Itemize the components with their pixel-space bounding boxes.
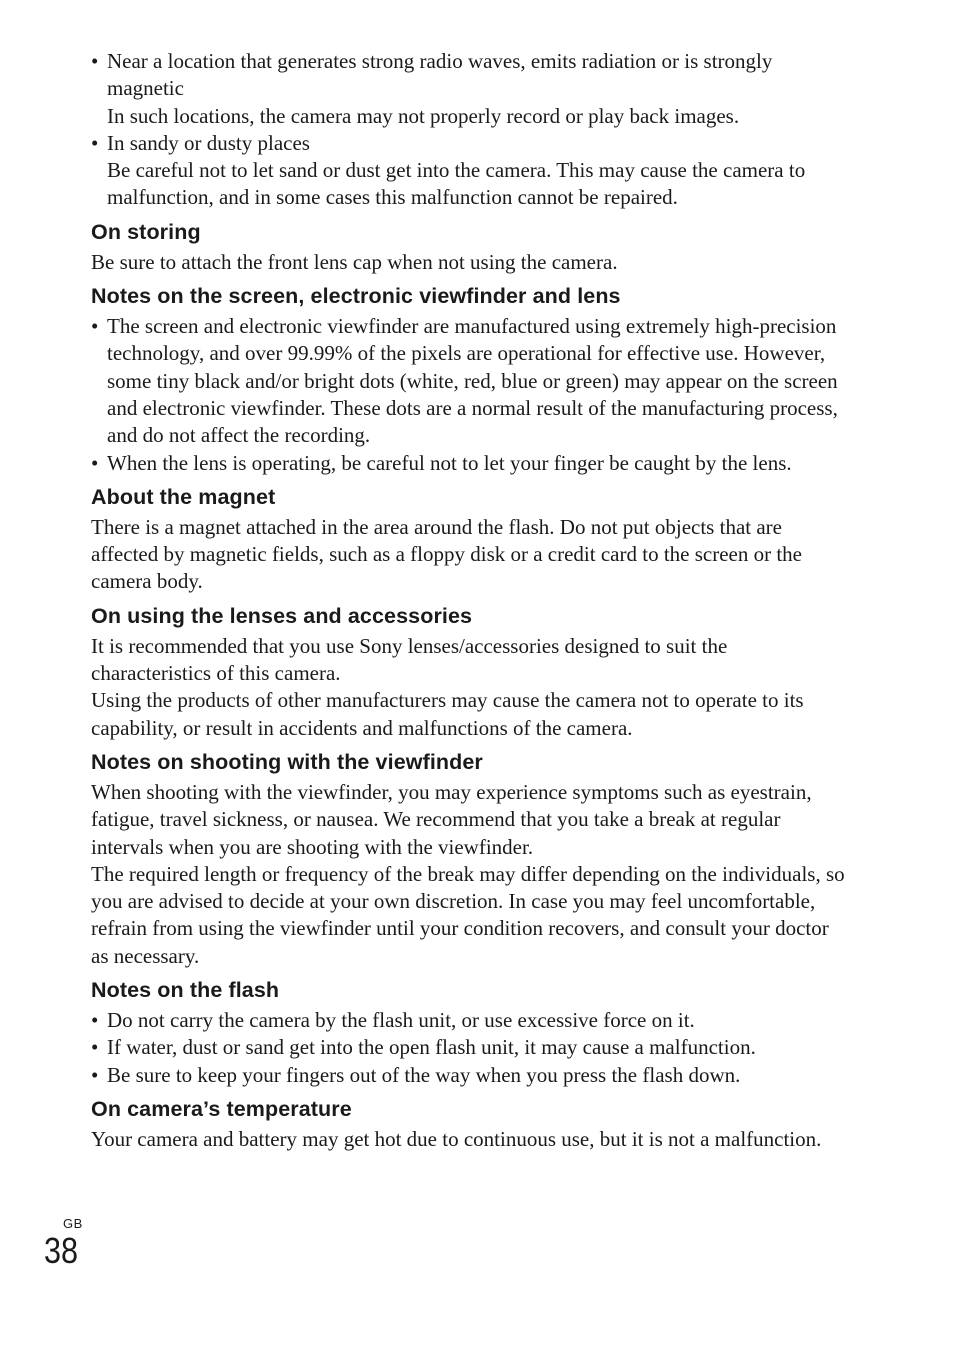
bullet-icon: • xyxy=(91,49,99,73)
list-item xyxy=(91,48,851,130)
section-heading: Notes on the flash xyxy=(91,978,280,1003)
bullet-text: When the lens is operating, be careful not to let your finger be caught by the lens. xyxy=(107,450,792,475)
page-number: 38 xyxy=(44,1230,79,1271)
bullet-list xyxy=(91,313,851,477)
bullet-list xyxy=(91,1007,851,1089)
bullet-text: Near a location that generates strong radio waves, emits radiation or is strongly magnetic xyxy=(107,49,773,101)
bullet-icon: • xyxy=(91,1008,99,1033)
section-flash xyxy=(91,977,851,1089)
section-heading: About the magnet xyxy=(91,484,276,509)
bullet-icon: • xyxy=(91,130,99,155)
section-lenses xyxy=(91,603,851,742)
section-on-storing xyxy=(91,219,851,276)
section-text: The required length or frequency of the break may differ depending on the individuals, so you are advised to decide at your own discretion. In case you may feel uncomfortable, refrain from using the viewfinder until your condition recovers, and consult your doctor as necessary. xyxy=(91,861,845,968)
bullet-text: In sandy or dusty places xyxy=(107,130,310,155)
section-heading: On camera’s temperature xyxy=(91,1096,352,1121)
section-text: Your camera and battery may get hot due to continuous use, but it is not a malfunction. xyxy=(91,1126,822,1151)
list-item xyxy=(91,1034,851,1061)
bullet-text: Do not carry the camera by the flash unit, or use excessive force on it. xyxy=(107,1008,695,1033)
bullet-icon: • xyxy=(91,1062,99,1087)
section-text: Be sure to attach the front lens cap when not using the camera. xyxy=(91,249,618,274)
section-heading: On using the lenses and accessories xyxy=(91,603,473,628)
section-text: It is recommended that you use Sony lenses/accessories designed to suit the characteristics of this camera. xyxy=(91,633,728,686)
bullet-icon: • xyxy=(91,450,99,475)
intro-bullet-list xyxy=(91,48,851,212)
section-screen-notes xyxy=(91,283,851,477)
list-item xyxy=(91,1062,851,1089)
page-content xyxy=(91,48,851,1153)
section-text: There is a magnet attached in the area around the flash. Do not put objects that are affected by magnetic fields, such as a floppy disk or a credit card to the screen or the camera body. xyxy=(91,514,803,594)
section-heading: Notes on the screen, electronic viewfinder and lens xyxy=(91,284,621,309)
section-temperature xyxy=(91,1096,851,1153)
bullet-icon: • xyxy=(91,1035,99,1060)
list-item xyxy=(91,1007,851,1034)
bullet-subtext: In such locations, the camera may not properly record or play back images. xyxy=(107,103,740,128)
section-heading: On storing xyxy=(91,219,201,244)
region-code: GB xyxy=(63,1216,83,1231)
section-magnet xyxy=(91,484,851,596)
bullet-icon: • xyxy=(91,314,99,339)
list-item xyxy=(91,450,851,477)
section-text: When shooting with the viewfinder, you may experience symptoms such as eyestrain, fatigue, travel sickness, or nausea. We recommend that you take a break at regular intervals when you are shooting with the viewfinder. xyxy=(91,779,812,859)
section-viewfinder xyxy=(91,749,851,970)
bullet-text: Be sure to keep your fingers out of the way when you press the flash down. xyxy=(107,1062,741,1087)
bullet-text: The screen and electronic viewfinder are manufactured using extremely high-precision technology, and over 99.99% of the pixels are operational for effective use. However, some tiny black and/or bright dots (white, red, blue or green) may appear on the screen and electronic viewfinder. These dots are a normal result of the manufacturing process, and do not affect the recording. xyxy=(107,314,838,448)
bullet-subtext: Be careful not to let sand or dust get into the camera. This may cause the camera to malfunction, and in some cases this malfunction cannot be repaired. xyxy=(107,158,806,210)
section-heading: Notes on shooting with the viewfinder xyxy=(91,749,483,774)
list-item xyxy=(91,130,851,212)
bullet-text: If water, dust or sand get into the open flash unit, it may cause a malfunction. xyxy=(107,1035,756,1060)
list-item xyxy=(91,313,851,449)
section-text: Using the products of other manufacturers may cause the camera not to operate to its capability, or result in accidents and malfunctions of the camera. xyxy=(91,688,804,740)
